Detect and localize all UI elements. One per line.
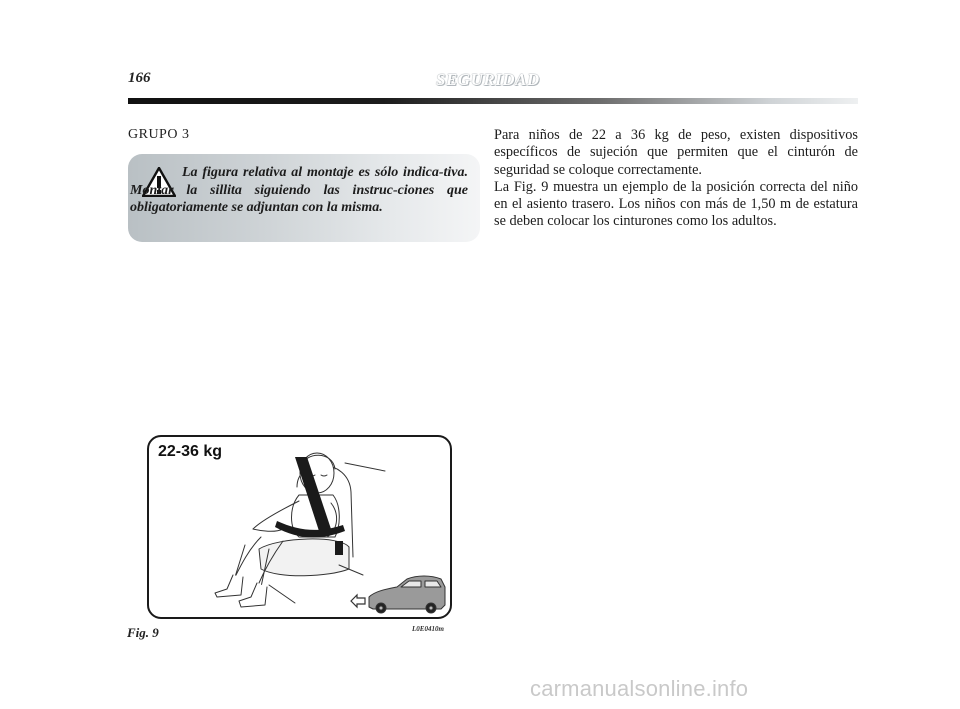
figure-code: L0E0410m xyxy=(412,625,444,633)
body-text xyxy=(494,127,858,231)
watermark: carmanualsonline.info xyxy=(530,676,749,701)
warning-text: La figura relativa al montaje es sólo indica-tiva. Montar la sillita siguiendo las instruc-ciones que obligatoriamente se adjuntan con la misma. xyxy=(130,165,468,215)
body-paragraph-2: La Fig. 9 muestra un ejemplo de la posición correcta del niño en el asiento trasero. Los niños con más de 1,50 m de estatura se deben colocar los cinturones como los adultos. xyxy=(494,178,858,230)
group-heading: GRUPO 3 xyxy=(128,127,190,142)
direction-arrow-icon xyxy=(351,595,365,607)
page-number: 166 xyxy=(128,70,151,86)
weight-label: 22-36 kg xyxy=(158,443,223,460)
figure-caption: Fig. 9 xyxy=(127,625,159,640)
figure-9-illustration xyxy=(147,435,452,619)
section-title: SEGURIDAD xyxy=(436,70,540,89)
header-rule xyxy=(128,98,858,104)
child-booster-seat-drawing xyxy=(149,437,450,617)
body-paragraph-1: Para niños de 22 a 36 kg de peso, existen dispositivos específicos de sujeción que permiten que el cinturón de seguridad se coloque correctamente. xyxy=(494,127,858,178)
car-icon xyxy=(369,576,445,613)
